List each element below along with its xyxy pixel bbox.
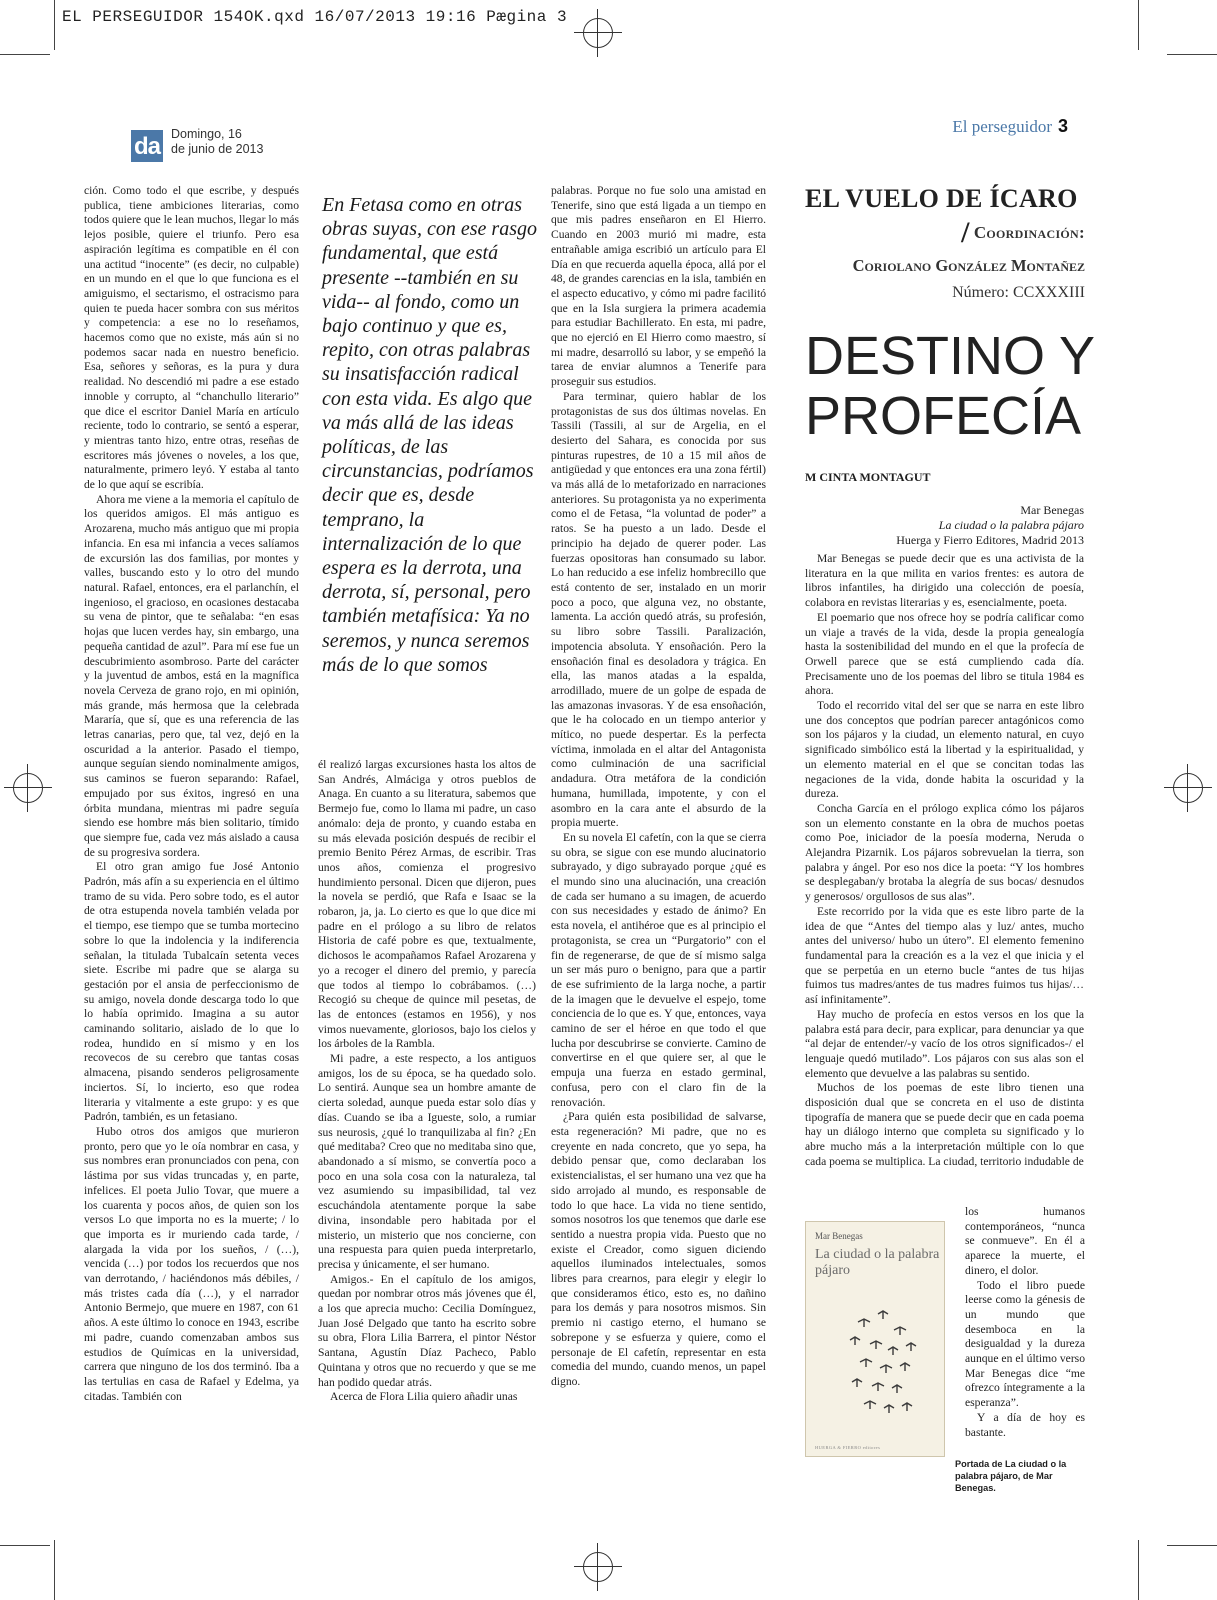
paragraph: palabras. Porque no fue solo una amistad en Tenerife, sino que está ligada a un tiempo en que mis padres enseñaron en El Hierro. Cuando en 2003 murió mi madre, esta entrañable amiga escribió un artículo para El Día en que recuerda aquella época, allá por el 48, de grandes carencias en la isla, también en el aspecto educativo, y cómo mi padre facilitó que en la Isla surgiera la primera academia para estudiar Bachillerato. En esta, mi padre, que no ejerció en El Hierro como maestro, sí mi madre, desarrolló su labor, y se empeñó la tarea de enviar alumnos a Tenerife para proseguir sus estudios.: [551, 184, 766, 389]
registration-mark-bottom: [583, 1552, 613, 1582]
paragraph: Todo el libro puede leerse como la génesis de un mundo que desemboca en la desigualdad y la dureza aunque en el último verso Mar Benegas dice “me ofrezco íntegramente a la esperanza”.: [965, 1278, 1085, 1410]
registration-mark-left: [13, 773, 43, 803]
paragraph: Mar Benegas se puede decir que es una activista de la literatura en la que milita en varios frentes: es autora de libros infantiles, ha dirigido una colección de poesía, colabora en revistas literarias y es, esencialmente, poeta.: [805, 552, 1084, 610]
paragraph: Hubo otros dos amigos que murieron pronto, pero que yo le oía nombrar en casa, y sus nombres eran pronunciados con pena, con lástima por sus vidas truncadas y, en parte, infelices. El poeta Julio Tovar, que muere a los cuarenta y pocos años, de quien son los versos Lo que importa no es la muerte; / lo que importa es ir muriendo cada tarde, / alargada la vida por los sueños, / (…), vencida (…) por todos los recuerdos que nos van derrotando, / haciéndonos más débiles, / más tristes cada día (…), y el narrador Antonio Bermejo, que muere en 1987, con 61 años. A este último lo conoce en 1943, escribe mi padre, cuando comenzaban ambos sus estudios de Químicas en la universidad, carrera que ninguno de los dos terminó. Iba a las tertulias en casa de Rafael y Edelma, ya citadas. También con: [84, 1125, 299, 1403]
coordinator-name: Coriolano González Montañez: [852, 256, 1085, 275]
article-headline: [805, 326, 1095, 446]
paragraph: Acerca de Flora Lilia quiero añadir unas: [330, 1390, 518, 1404]
column-3: [551, 184, 766, 1390]
file-slug: EL PERSEGUIDOR 154OK.qxd 16/07/2013 19:16 Pægina 3: [62, 8, 568, 26]
crop-mark: [54, 0, 55, 50]
cover-footer: HUERGA & FIERRO editores: [815, 1445, 881, 1450]
paragraph: Y a día de hoy es bastante.: [965, 1410, 1085, 1439]
section-header: [952, 116, 1068, 137]
paragraph: Para terminar, quiero hablar de los protagonistas de sus dos últimas novelas. En Tassili (Tassili, al sur de Argelia, en el desierto del Sahara, es conocida por sus pinturas rupestres, de 10 a 15 mil años de antigüedad y que entonces era una zona fértil) va más allá de lo metaforizado en narraciones anteriores. Su protagonista ya no experimenta como el de Fetasa, “la voluntad de poder” a ratos. Se ha puesto a un lado. Desde el principio ha dejado de querer poder. Las fuerzas opositoras han consumado su labor. Lo han reducido a ese infeliz hombrecillo que está contento de ser, instalado en un morir poco a poco, que alguna vez, no obstante, lamenta. La acción quedó atrás, su profesión, su libro sobre Tassili. Paralización, impotencia absoluta. Y ensoñación. Pero la ensoñación final es desoladora y trágica. En ella, las manos atadas a la espalda, arrodillado, muere de un golpe de espada de las amazonas invasoras. Y de esa ensoñación, que le ha colocado en un tiempo anterior y mítico, no puede despertar. Es la perfecta víctima, inmolada en el altar del Antagonista como culminación de una sacrificial andadura. Otra metáfora de la condición humana, humillada, impotente, y con el asombro en la cara ante el absurdo de la propia muerte.: [551, 389, 766, 830]
issue-number: Número: CCXXXIII: [952, 284, 1085, 301]
registration-mark-top: [583, 18, 613, 48]
crop-mark: [1138, 1540, 1139, 1600]
slash-divider: /: [961, 216, 970, 249]
paragraph: El poemario que nos ofrece hoy se podría calificar como un viaje a través de la vida, desde la propia genealogía hasta la sostenibilidad del mundo en el que la profecía de Orwell parece que se está cumpliendo cada día. Precisamente uno de los poemas del libro se titula 1984 es ahora.: [805, 610, 1084, 698]
book-publisher: Huerga y Fierro Editores, Madrid 2013: [896, 533, 1084, 547]
image-caption: Portada de La ciudad o la palabra pájaro, de Mar Benegas.: [955, 1459, 1067, 1493]
crop-mark: [0, 54, 50, 55]
review-body-tail: [965, 1205, 1085, 1440]
paragraph: los humanos contemporáneos, “nunca se conmueve”. En él a aparece la muerte, el dinero, el dolor.: [965, 1205, 1085, 1277]
book-author: Mar Benegas: [1020, 503, 1084, 517]
headline-line-2: PROFECÍA: [805, 386, 1082, 446]
column-2: [318, 758, 536, 1405]
crop-mark: [1138, 0, 1139, 50]
coordination-label: Coordinación:: [973, 223, 1085, 242]
page-number: 3: [1057, 116, 1068, 136]
pull-quote: En Fetasa como en otras obras suyas, con ese rasgo fundamental, que está presente --también en su vida-- al fondo, como un bajo continuo y que es, repito, con otras palabras su insatisfacción radical con esta vida. Es algo que va más allá de las ideas políticas, de las circunstancias, podríamos decir que es, desde temprano, la internalización de lo que espera es la derrota, una derrota, sí, personal, pero también metafísica: Ya no seremos, y nunca seremos más de lo que somos: [322, 194, 537, 676]
paragraph: Muchos de los poemas de este libro tienen una disposición dual que se concreta en el uso de distinta tipografía de manera que se puede decir que en cada poema hay un diálogo interno que completa su significado y lo abre mucho más a la interpretación múltiple con lo que cada poema se multiplica. La ciudad, territorio indudable de: [805, 1081, 1084, 1168]
section-name: El perseguidor: [952, 117, 1052, 136]
newspaper-logo: da: [131, 130, 163, 162]
crop-mark: [0, 1545, 50, 1546]
paragraph: ¿Para quién esta posibilidad de salvarse, esta regeneración? Mi padre, que no es creyente en nada concreto, que yo sepa, ha debido pensar que, como declaraban los existencialistas, el ser humano una vez que ha sido arrojado al mundo, es responsable de todo lo que hace. La vida no tiene sentido, somos nosotros los que tenemos que darle ese sentido a nuestra propia vida. Puesto que no existe el Creador, como siguen diciendo aquellos iluminados intelectuales, somos libres para crearnos, para elegir y elegir lo que consideramos ético, esto es, no dañino para los demás y para nosotros mismos. Sin premio ni castigo eterno, el humano se sobrepone y se esfuerza y quiere, como el personaje de El cafetín, representar en esta comedia del mundo, cuando menos, un papel digno.: [551, 1110, 766, 1388]
paragraph: Concha García en el prólogo explica cómo los pájaros son un elemento constante en la obra de muchos poetas como Poe, iniciador de la poesía moderna, Neruda o Alejandra Pizarnik. Los pájaros sobrevuelan la tierra, son palabra y ángel. Por eso nos dice la poeta: “Y los hombres se desplegaban/y brotaba la alegría de sus bocas/ desnudos y generosos/ orgullosos de sus alas”.: [805, 801, 1084, 904]
paragraph: Este recorrido por la vida que es este libro parte de la idea de que “Antes del tiempo alas y luz/ antes, mucho antes del universo/ hubo un útero”. El elemento femenino fundamental para la creación es a la vez el que inicia y el que se perpetúa en un eterno bucle “antes de tus hijas fuimos tus madres/antes de tus madres fuimos tus hijas/… así infinitamente”.: [805, 904, 1084, 1007]
crop-mark: [1167, 54, 1217, 55]
paragraph: El otro gran amigo fue José Antonio Padrón, más afín a su experiencia en el último tramo de su vida. Pero sobre todo, es el autor de otra estupenda novela también velada por el tiempo, ese tiempo que se tumba mortecino sobre lo que la indolencia y la indiferencia señalan, la titulada Tubalcaín setenta veces siete. Escribe mi padre que se alarga su gestación por el ansia de perfeccionismo de su amigo, novela donde descarga todo lo que lo había oprimido. Imagina a su autor caminando solitario, aislado de lo que lo rodea, hundido en sí mismo y en los recovecos de su cerebro que tantas cosas almacena, pisando senderos peligrosamente inciertos. Sí, lo incierto, eso que rodea literaria y vitalmente a este grupo: y es que Padrón, también, es un fetasiano.: [84, 860, 299, 1124]
paragraph: Hay mucho de profecía en estos versos en los que la palabra está para decir, para explicar, para denunciar ya que “al dejar de entender/-y vacío de los otros significados-/ el lenguaje quedó mutilado”. Los pájaros con sus alas son el elemento que devuelve a las palabras su sentido.: [805, 1007, 1084, 1080]
coordination-label-line: [805, 216, 1085, 250]
coordination-block: [805, 216, 1085, 302]
date-line-1: Domingo, 16: [171, 127, 242, 141]
paragraph: ción. Como todo el que escribe, y después publica, tiene ambiciones literarias, como todos quiere que le lean muchos, llegar lo más lejos posible, quiere el triunfo. Pero esa aspiración legítima es compatible en él con una actitud “inocente” (es decir, no culpable) en un mundo en el que lo que funciona es el amiguismo, el sectarismo, el ostracismo para quien te pueda hacer sombra con sus méritos y competencia: a ese no lo reseñamos, hacemos como que no existe, más aún si no podemos sacar nada en nuestro beneficio. Esa, señores y señoras, es la pura y dura realidad. No descendió mi padre a ese estado innoble y corrupto, al “chanchullo literario” que dice el escritor Daniel María en artículo reciente, todo lo contrario, se sentó a esperar, y mientras tanto hizo, entre otras, reseñas de escritores más jóvenes o noveles, a los que, naturalmente, primero leyó. Y estaba al tanto de lo que aquí se escribía.: [84, 184, 299, 492]
book-reference: [896, 503, 1084, 548]
headline-line-1: DESTINO Y: [805, 326, 1096, 386]
crop-mark: [54, 1540, 55, 1600]
cover-title: La ciudad o la palabra pájaro: [815, 1247, 940, 1278]
book-cover-image: [805, 1221, 945, 1457]
byline: M CINTA MONTAGUT: [805, 470, 931, 484]
cover-author: Mar Benegas: [815, 1231, 863, 1241]
date-line-2: de junio de 2013: [171, 142, 264, 156]
column-kicker: EL VUELO DE ÍCARO: [805, 184, 1078, 213]
registration-mark-right: [1173, 773, 1203, 803]
column-1: [84, 184, 299, 1404]
paragraph: Todo el recorrido vital del ser que se narra en este libro une dos conceptos que podrían parecer antagónicos como son los pájaros y la ciudad, un elemento natural, en cuyo significado simbólico está la libertad y la espiritualidad, y un elemento material en el que se concitan todas las negaciones de la vida, donde habita la oscuridad y la dureza.: [805, 699, 1084, 801]
book-title: La ciudad o la palabra pájaro: [938, 518, 1084, 532]
paragraph: él realizó largas excursiones hasta los altos de San Andrés, Almáciga y otros pueblos de Anaga. En cuanto a su literatura, sabemos que Bermejo fue, como lo llama mi padre, un caso anómalo: deja de pronto, y cuando estaba en su más elevada posición después de recibir el premio Benito Pérez Armas, de escribir. Tras unos años, comienza el progresivo hundimiento personal. Dicen que dijeron, pues la novela se perdió, que Rafa e Isaac se la robaron, ja, ja. Lo cierto es que lo que dice mi padre en el prólogo a su libro de relatos Historia de café pobre es que, textualmente, dichosos le acompañamos Rafael Arozarena y yo a recoger el dinero del premio, y parecía que todos al tiempo lo cobrábamos. (…) Recogió su cheque de quince mil pesetas, de las de entonces (estamos en 1956), y nos vimos nuevamente, gloriosos, bajo los cielos y los árboles de la Rambla.: [318, 758, 536, 1051]
paragraph: Mi padre, a este respecto, a los antiguos amigos, los de su época, se ha quedado solo. Lo sentirá. Aunque sea un hombre amante de cierta soledad, aunque pueda estar solo días y días. Cuando se iba a Igueste, solo, a rumiar sus neurosis, ¿qué lo tranquilizaba al fin? ¿En qué meditaba? Creo que no meditaba sino que, abandonado a sí mismo, se convertía poco a poco en una sola cosa con la naturaleza, tal vez asumiendo su impasibilidad, tal vez escuchándola atentamente porque la sabe divina, insondable pero habitada por el misterio, un misterio que nos concierne, con una respuesta para quien pueda interpretarlo, precisa y únicamente, el ser humano.: [318, 1052, 536, 1271]
review-body: [805, 552, 1084, 1170]
birds-illustration: [806, 1222, 944, 1456]
paragraph: Ahora me viene a la memoria el capítulo de los queridos amigos. El más antiguo es Arozarena, mucho más antiguo que mi propia infancia. En esa mi infancia a veces salíamos de excursión las dos familias, por montes y valles, buscando esto y lo otro del mundo natural. Rafael, entonces, era el parlanchín, el ingenioso, el gracioso, en ocasiones destacaba su vena de pintor, que te señalaba: “en esas hojas que lucen verdes hay, sin embargo, una pequeña cantidad de azul”. Para mí ese fue un descubrimiento asombroso. Parte del carácter y la juventud de ambos, está en la magnífica novela Cerveza de grano rojo, en mi opinión, más grande, más hermosa que la celebrada Mararía, que sí, que es una referencia de las letras canarias, pero que, tal vez, dejó en la oscuridad a la anterior. Pasado el tiempo, aunque seguían siendo nominalmente amigos, sus caminos se fueron separando: Rafael, empujado por sus éxitos, ingresó en una órbita mundana, mientras mi padre seguía siendo ese hombre más bien solitario, tímido que siempre fue, cada vez más aislado a causa de su progresiva sordera.: [84, 492, 299, 859]
issue-date: [171, 127, 263, 157]
paragraph: En su novela El cafetín, con la que se cierra su obra, se sigue con ese mundo alucinatorio subrayado, y digo subrayado porque ¿qué es el mundo sino una alucinación, una creación de cada ser humano a su imagen, de acuerdo con sus necesidades y estado de ánimo? En esta novela, el antihéroe que es al principio el protagonista, se crea un “Purgatorio” con el fin de regenerarse, de que de sí mismo salga un ser más puro o benigno, para que a partir de ese sufrimiento de la larga noche, a partir de la imagen que le devuelve el espejo, tome conciencia de lo que es. Y que, entonces, vaya camino de ser el héroe en que todo el que lucha por descubrirse se convierte. Camino de convertirse en el que quiere ser, al que le empuja una fuerza en estado germinal, confusa, pero con el claro fin de la renovación.: [551, 830, 766, 1109]
crop-mark: [1167, 1545, 1217, 1546]
paragraph: Amigos.- En el capítulo de los amigos, quedan por nombrar otros más jóvenes que él, a los que aprecia mucho: Cecilia Domínguez, Juan José Delgado que tanto ha escrito sobre su obra, Flora Lilia Barrera, el pintor Néstor Santana, Agustín Díaz Pacheco, Pablo Quintana y otros que no recuerdo y que se me han podido quedar atrás.: [318, 1272, 536, 1389]
